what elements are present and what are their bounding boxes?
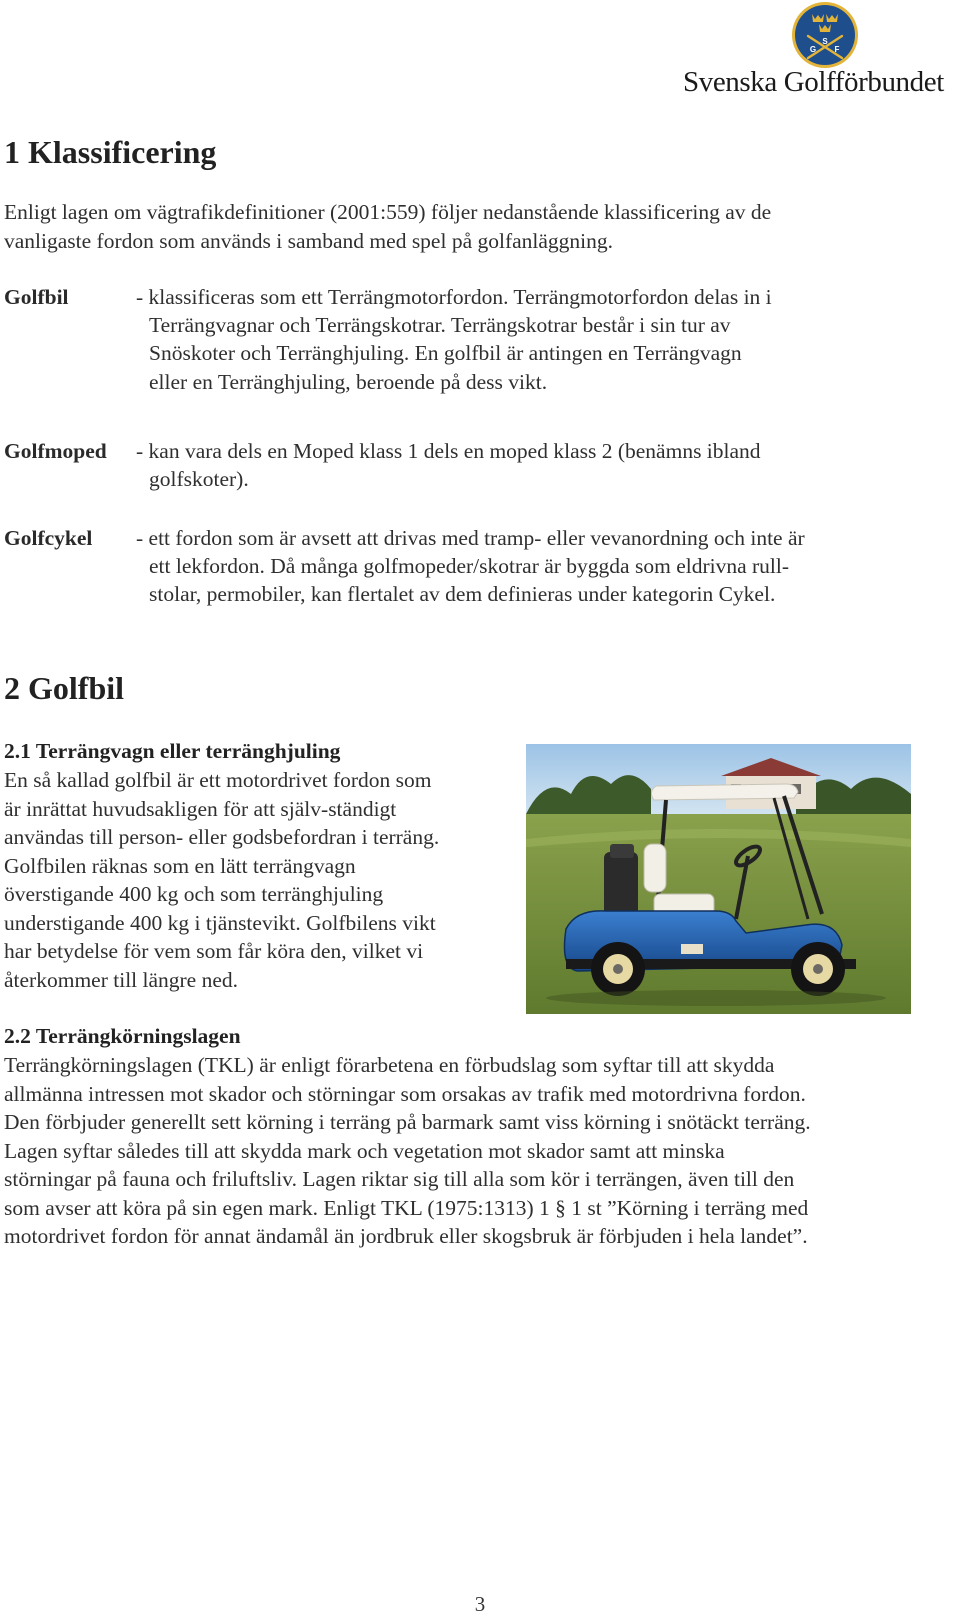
intro-line: Enligt lagen om vägtrafikdefinitioner (2001:559) följer nedanstående klassificering av de bbox=[4, 200, 772, 224]
text-line: som avser att köra på sin egen mark. Enligt TKL (1975:1313) 1 § 1 st ”Körning i terräng med bbox=[4, 1195, 809, 1220]
text-line: har betydelse för vem som får köra den, vilket vi bbox=[4, 939, 424, 963]
definition-text-golfcykel bbox=[136, 524, 805, 609]
definition-line: - kan vara dels en Moped klass 1 dels en moped klass 2 (benämns ibland bbox=[136, 439, 761, 463]
definition-term-golfbil: Golfbil bbox=[4, 285, 69, 309]
text-line: störningar på fauna och friluftsliv. Lagen riktar sig till alla som kör i terrängen, även till den bbox=[4, 1167, 795, 1191]
org-name: Svenska Golfförbundet bbox=[683, 66, 944, 98]
subsection-2-2-title: 2.2 Terrängkörningslagen bbox=[4, 1024, 241, 1048]
definition-line: eller en Terränghjuling, beroende på dess vikt. bbox=[149, 369, 548, 394]
text-line: Den förbjuder generellt sett körning i terräng på barmark samt viss körning i snötäckt terräng. bbox=[4, 1110, 811, 1134]
section-1-title: 1 Klassificering bbox=[4, 134, 217, 170]
golf-cart-photo bbox=[526, 744, 911, 1014]
definition-line: stolar, permobiler, kan flertalet av dem definieras under kategorin Cykel. bbox=[149, 582, 776, 607]
section-2-title: 2 Golfbil bbox=[4, 670, 125, 706]
emblem-letter-s: S bbox=[822, 37, 828, 46]
text-line: är inrättat huvudsakligen för att själv-ständigt bbox=[4, 796, 397, 821]
text-line: motordrivet fordon för annat ändamål än jordbruk eller skogsbruk är förbjuden i hela landet”. bbox=[4, 1224, 808, 1248]
golf-cart-illustration bbox=[526, 744, 911, 1014]
text-line: allmänna intressen mot skador och störningar som orsakas av trafik med motordrivna fordon. bbox=[4, 1081, 806, 1106]
definition-term-golfcykel: Golfcykel bbox=[4, 526, 93, 550]
emblem-letter-g: G bbox=[809, 45, 817, 54]
text-line: understigande 400 kg i tjänstevikt. Golfbilens vikt bbox=[4, 910, 436, 935]
text-line: Golfbilen räknas som en lätt terrängvagn bbox=[4, 853, 356, 878]
emblem-letter-f: F bbox=[834, 45, 840, 54]
definition-term-golfmoped: Golfmoped bbox=[4, 439, 107, 463]
text-line: överstigande 400 kg och som terränghjuling bbox=[4, 882, 384, 906]
definition-text-golfbil bbox=[136, 283, 772, 396]
org-logo bbox=[683, 0, 960, 105]
subsection-2-2-text bbox=[4, 1051, 811, 1251]
section-1-intro bbox=[4, 198, 771, 255]
page-number: 3 bbox=[474, 1592, 486, 1616]
definition-text-golfmoped bbox=[136, 437, 761, 493]
subsection-2-1-title: 2.1 Terrängvagn eller terränghjuling bbox=[4, 739, 341, 763]
definition-line: - ett fordon som är avsett att drivas med tramp- eller vevanordning och inte är bbox=[136, 526, 805, 550]
sgf-emblem-icon bbox=[790, 0, 860, 70]
intro-line: vanligaste fordon som används i samband med spel på golfanläggning. bbox=[4, 228, 614, 253]
text-line: Lagen syftar således till att skydda mark och vegetation mot skador samt att minska bbox=[4, 1138, 725, 1163]
definition-line: golfskoter). bbox=[149, 467, 249, 492]
definition-line: - klassificeras som ett Terrängmotorfordon. Terrängmotorfordon delas in i bbox=[136, 285, 772, 309]
definition-line: Terrängvagnar och Terrängskotrar. Terrängskotrar består i sin tur av bbox=[149, 313, 731, 338]
subsection-2-1-text bbox=[4, 766, 439, 994]
text-line: användas till person- eller godsbefordran i terräng. bbox=[4, 825, 440, 849]
text-line: Terrängkörningslagen (TKL) är enligt förarbetena en förbudslag som syftar till att skydda bbox=[4, 1053, 775, 1077]
text-line: återkommer till längre ned. bbox=[4, 967, 239, 992]
definition-line: ett lekfordon. Då många golfmopeder/skotrar är byggda som eldrivna rull- bbox=[149, 554, 790, 579]
text-line: En så kallad golfbil är ett motordrivet fordon som bbox=[4, 768, 432, 792]
definition-line: Snöskoter och Terränghjuling. En golfbil är antingen en Terrängvagn bbox=[149, 341, 742, 366]
